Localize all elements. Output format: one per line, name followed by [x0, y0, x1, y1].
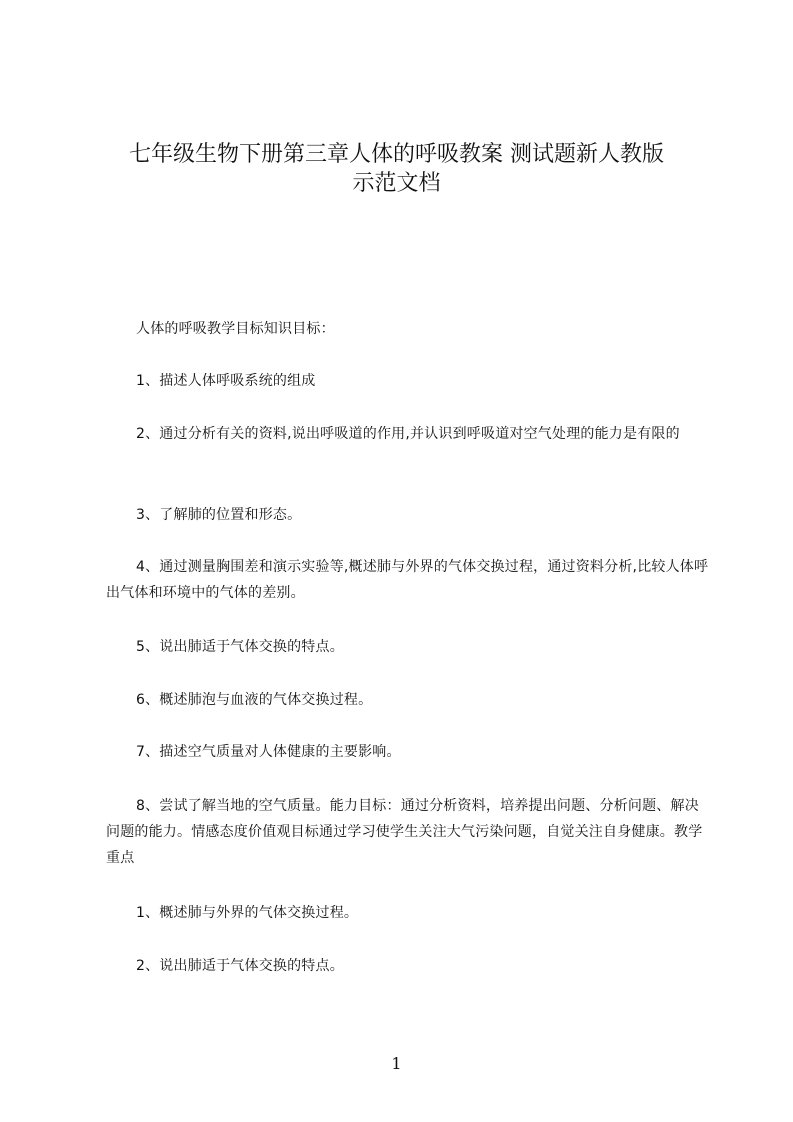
title-line-2: 示范文档 — [352, 171, 441, 196]
paragraph-item-6: 6、概述肺泡与血液的气体交换过程。 — [136, 692, 373, 708]
paragraph-item-3: 3、了解肺的位置和形态。 — [136, 507, 302, 523]
paragraph-key-point-1: 1、概述肺与外界的气体交换过程。 — [136, 905, 359, 921]
paragraph-item-7: 7、描述空气质量对人体健康的主要影响。 — [136, 744, 401, 760]
page-number: 1 — [391, 1054, 402, 1073]
paragraph-item-2: 2、通过分析有关的资料,说出呼吸道的作用,并认识到呼吸道对空气处理的能力是有限的 — [136, 426, 680, 442]
paragraph-key-point-2: 2、说出肺适于气体交换的特点。 — [136, 958, 344, 974]
paragraph-item-5: 5、说出肺适于气体交换的特点。 — [136, 639, 344, 655]
paragraph-objectives-heading: 人体的呼吸教学目标知识目标： — [136, 321, 335, 337]
paragraph-item-4: 4、通过测量胸围差和演示实验等,概述肺与外界的气体交换过程，通过资料分析,比较人体呼出气体和环境中的气体的差别。 — [106, 559, 709, 601]
paragraph-item-1: 1、描述人体呼吸系统的组成 — [136, 373, 316, 389]
title-line-1: 七年级生物下册第三章人体的呼吸教案 测试题新人教版 — [129, 142, 664, 167]
paragraph-item-8: 8、尝试了解当地的空气质量。能力目标：通过分析资料，培养提出问题、分析问题、解决问题的能力。情感态度价值观目标通过学习使学生关注大气污染问题，自觉关注自身健康。教学重点 — [106, 798, 703, 866]
document-title — [60, 140, 733, 198]
